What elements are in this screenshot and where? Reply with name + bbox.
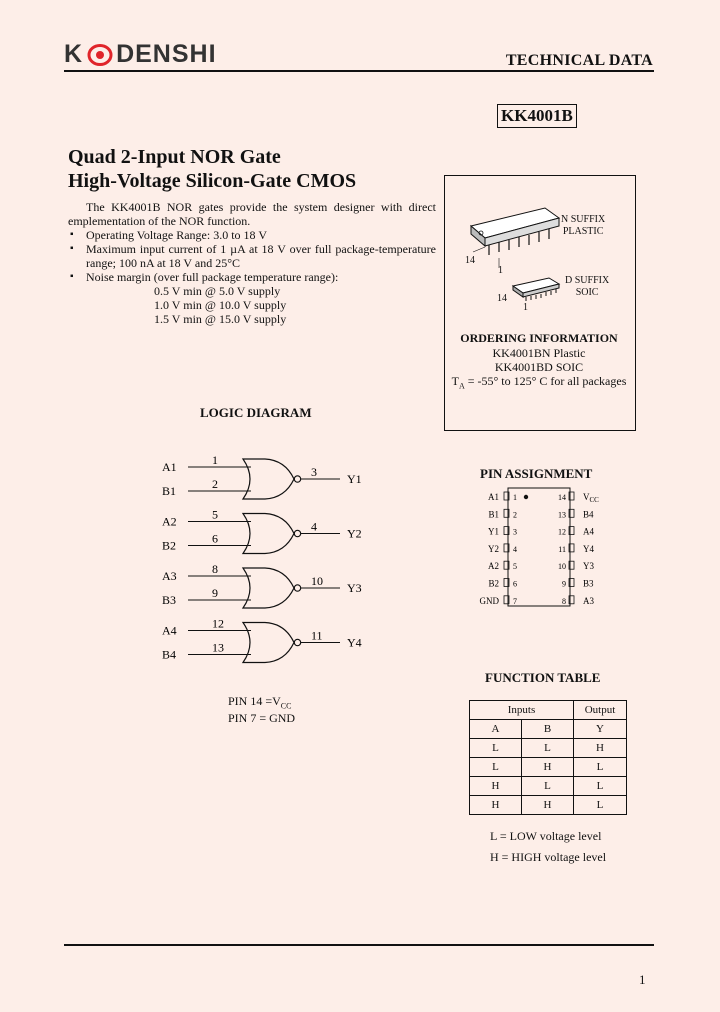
pin-right-13 [558,509,594,519]
pin-name: B2 [488,578,499,589]
pin-assignment-diagram [470,485,615,610]
gate-input-a-label: A3 [162,569,177,583]
ordering-soic: KK4001BD SOIC [494,360,584,374]
d-suffix-label [565,275,609,299]
inversion-bubble-icon [294,639,300,645]
gate-output-label: Y4 [347,635,362,650]
pin-right-10 [558,561,594,571]
brand-k: K [64,40,84,68]
header-a: A [470,720,522,739]
pin-name: B3 [583,578,594,589]
pin-number: 5 [513,562,517,572]
pin-number: 2 [513,510,517,520]
logic-diagram-title: LOGIC DIAGRAM [200,405,312,420]
description-intro: The KK4001B NOR gates provide the system designer with direct emplementation of the NOR function. [68,200,436,228]
pin-number: 7 [513,596,517,606]
part-number-box: KK4001B [497,104,577,128]
table-cell: L [574,796,627,815]
inputs-group-header: Inputs [470,701,574,720]
nor-gate-body-icon [243,459,294,499]
pin-number: 13 [558,510,566,520]
pin-right-12 [558,527,594,537]
pin-name: A1 [488,492,499,502]
brand-o-logo-icon [87,44,113,66]
gate-pin-out-number: 3 [311,465,317,479]
bullet-noise-margin: ▪ Noise margin (over full package temperature range): [68,270,436,284]
title-line-2: High-Voltage Silicon-Gate CMOS [68,170,357,192]
pin-number: 8 [562,596,566,606]
pin-name: A4 [583,526,594,537]
pin-number: 4 [513,544,517,554]
pin-number: 9 [562,579,566,589]
gate-output-label: Y2 [347,526,362,541]
table-cell: H [522,758,574,777]
pin7-note: PIN 7 = GND [228,711,296,726]
doc-type-label: TECHNICAL DATA [505,52,653,69]
pin-left-7 [480,596,518,606]
table-cell: L [574,758,627,777]
nor-gate-3 [162,562,362,608]
gate-input-a-label: A2 [162,514,177,529]
gate-input-b-label: B2 [162,538,177,553]
soic-pin-14-label: 14 [497,293,507,304]
pin-left-3 [488,527,517,537]
page-number: 1 [639,972,646,987]
gate-pin-a-number: 1 [212,453,218,467]
gate-input-b-label: B3 [162,593,177,607]
gate-input-a-label: A4 [162,623,177,638]
table-row [470,758,627,777]
pin1-dot-icon [524,495,528,499]
gate-input-a-label: A1 [162,460,177,474]
pin14-prefix: PIN 14 =V [228,694,281,708]
table-cell: L [522,777,574,796]
header-rule [64,70,654,72]
pin-number: 1 [513,493,517,502]
n-suffix-type: PLASTIC [562,226,604,237]
inversion-bubble-icon [294,530,300,536]
pin-number: 11 [558,544,566,554]
table-row [470,739,627,758]
logic-diagram [155,450,370,672]
pin-right-14 [558,492,599,504]
gate-pin-b-number: 2 [212,477,218,491]
gate-input-b-label: B1 [162,484,177,498]
brand-logo [64,40,217,69]
pin-name: $V_{CC}$ [583,492,599,504]
table-cell: L [574,777,627,796]
pin-number: 14 [558,493,566,502]
pin-right-9 [562,579,594,589]
bullet-input-current: ▪ Maximum input current of 1 µA at 18 V over full package-temperature range; 100 nA at 18 V and 25°C [68,242,436,270]
logic-diagram-pin-notes [228,695,295,725]
pin-left-6 [488,579,517,589]
function-table-legend [490,826,606,868]
d-suffix-title: D SUFFIX [565,275,610,286]
nor-gate-body-icon [243,568,294,608]
title-line-1: Quad 2-Input NOR Gate [68,146,281,168]
nor-gate-1 [162,453,362,499]
pin-right-8 [562,596,594,606]
pin-left-4 [488,544,517,554]
legend-low: L = LOW voltage level [490,829,602,843]
output-group-header: Output [574,701,627,720]
pin-name: GND [479,595,499,606]
pin-name: Y4 [583,543,594,554]
nor-gate-2 [162,508,362,554]
soic-pin-1-label: 1 [523,302,528,313]
ordering-plastic: KK4001BN Plastic [492,346,586,360]
description-block [68,200,436,326]
pin14-note [228,695,295,712]
function-table-header-row [470,720,627,739]
dip-pin-14-label: 14 [465,255,475,266]
dip-pin-1-label: 1 [498,265,503,276]
nor-gate-body-icon [243,623,294,663]
n-suffix-label [561,214,605,238]
table-cell: L [522,739,574,758]
pin-number: 12 [558,527,566,537]
pin-name: Y1 [488,526,499,537]
pin-number: 3 [513,527,517,537]
noise-margin-2: 1.0 V min @ 10.0 V supply [154,298,287,312]
temp-sub: A [458,381,465,391]
pin-left-2 [488,509,517,519]
gate-pin-b-number: 6 [212,531,218,546]
gate-input-b-label: B4 [162,647,177,662]
inversion-bubble-icon [294,585,300,591]
noise-margin-1: 0.5 V min @ 5.0 V supply [154,284,281,298]
pin-name: B1 [488,509,499,520]
header-y: Y [574,720,627,739]
function-table-title: FUNCTION TABLE [485,670,601,685]
temp-rest: = -55° to 125° C for all packages [464,374,627,388]
gate-pin-a-number: 8 [212,562,218,576]
pin-name: A2 [488,561,499,572]
noise-margin-3: 1.5 V min @ 15.0 V supply [154,312,287,326]
table-cell: H [470,796,522,815]
gate-pin-a-number: 12 [212,616,224,631]
pin-name: Y2 [488,543,499,554]
table-cell: H [470,777,522,796]
gate-pin-b-number: 13 [212,640,224,655]
footer-rule [64,944,654,946]
temperature-range [444,374,634,393]
header-b: B [522,720,574,739]
gate-pin-out-number: 11 [311,628,323,643]
function-table [469,700,627,815]
soic-package-icon [509,276,563,306]
table-cell: L [470,739,522,758]
nor-gate-body-icon [243,514,294,554]
table-row [470,777,627,796]
gate-pin-b-number: 9 [212,586,218,600]
ordering-info-lines [444,346,634,393]
gate-pin-out-number: 4 [311,519,317,534]
table-cell: L [470,758,522,777]
n-suffix-title: N SUFFIX [561,214,606,225]
pin-right-11 [558,544,594,554]
bullet-voltage-range: ▪ Operating Voltage Range: 3.0 to 18 V [68,228,436,242]
table-cell: H [522,796,574,815]
pin-left-1 [488,492,517,502]
pin-name: A3 [583,595,594,606]
pin-number: 6 [513,579,517,589]
pin-name: Y3 [583,561,594,572]
pin-number: 10 [558,562,566,572]
table-cell: H [574,739,627,758]
ordering-info-title: ORDERING INFORMATION [460,331,618,345]
gate-pin-a-number: 5 [212,507,218,522]
gate-pin-out-number: 10 [311,574,323,588]
table-row [470,796,627,815]
pin14-sub: CC [280,701,292,711]
function-table-group-row [470,701,627,720]
d-suffix-type: SOIC [575,287,599,298]
brand-rest: DENSHI [116,40,217,68]
pin-assignment-title: PIN ASSIGNMENT [480,466,593,481]
pin-left-5 [488,561,517,571]
nor-gate-4 [162,617,362,663]
gate-output-label: Y3 [347,581,362,595]
temp-prefix: T [451,374,459,388]
pin-name: B4 [583,509,594,520]
page-title [68,145,356,193]
gate-output-label: Y1 [347,472,362,486]
legend-high: H = HIGH voltage level [490,850,607,864]
inversion-bubble-icon [294,476,300,482]
